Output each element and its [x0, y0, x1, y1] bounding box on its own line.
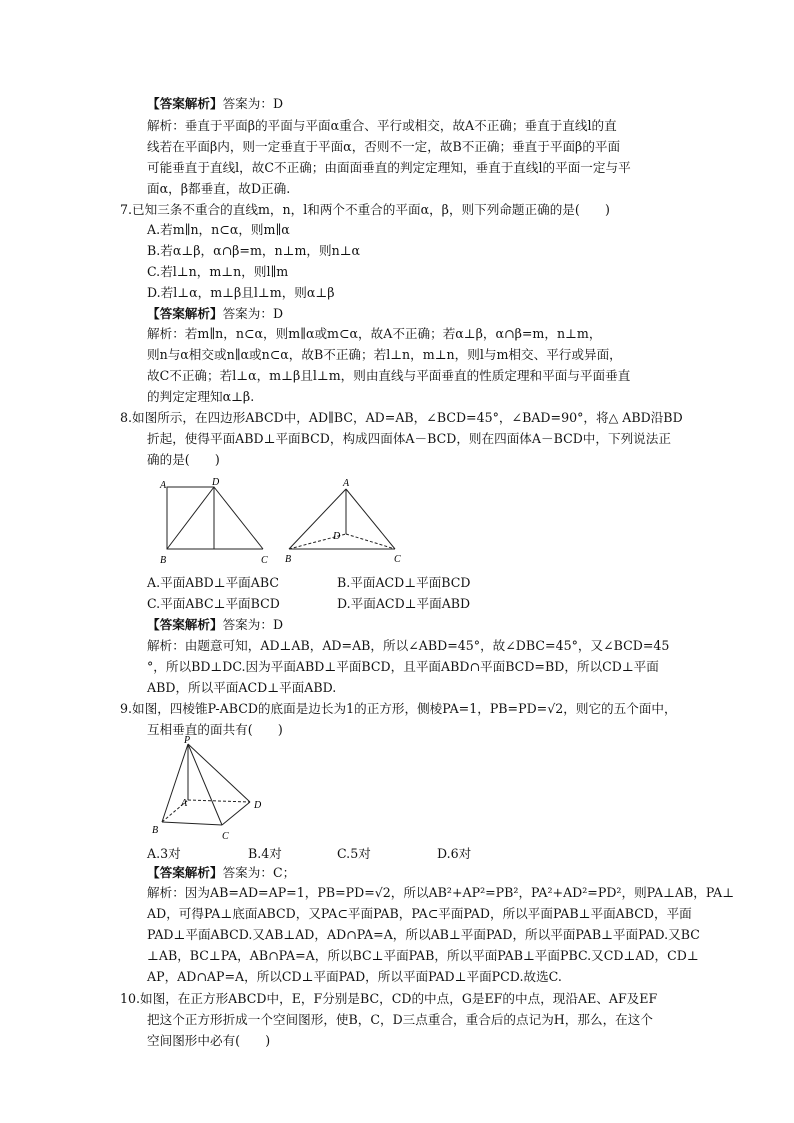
q10-stem: 空间图形中必有( ): [147, 1033, 271, 1048]
diagonal-bd: [167, 487, 214, 549]
q9-option-c: C.5对: [337, 846, 371, 861]
q6-analysis-line: 可能垂直于直线l，故C不正确；由面面垂直的判定定理知，垂直于直线l的平面一定与平: [147, 160, 631, 175]
q8-stem: 确的是( ): [147, 452, 220, 467]
answer-tag: 【答案解析】: [147, 306, 223, 321]
label-a: A: [181, 798, 188, 809]
label-b: B: [152, 825, 159, 836]
q9-analysis-line: ⊥AB，BC⊥PA，AB∩PA=A，所以BC⊥平面PAB，所以平面PAB⊥平面PBC.又CD⊥AD，CD⊥: [147, 948, 699, 963]
answer-text: 答案为：D: [222, 617, 284, 632]
q9-answer-line: [147, 864, 295, 882]
q8-analysis-line: ABD，所以平面ACD⊥平面ABD.: [147, 680, 337, 695]
q9-option-a: A.3对: [147, 846, 181, 861]
edge-pc: [188, 744, 222, 825]
label-d: D: [212, 477, 220, 488]
q6-analysis-line: 面α，β都垂直，故D正确.: [147, 181, 291, 196]
q7-option-c: C.若l⊥n，m⊥n，则l∥m: [147, 264, 289, 279]
label-b: B: [160, 555, 167, 566]
q9-figure-pyramid: [150, 734, 275, 844]
edge-cd: [222, 802, 250, 825]
edge-bc: [162, 822, 222, 825]
answer-tag: 【答案解析】: [147, 96, 223, 111]
label-p: P: [184, 735, 191, 746]
q7-stem: 7.已知三条不重合的直线m，n，l和两个不重合的平面α，β，则下列命题正确的是( ): [120, 202, 610, 217]
q9-stem: 互相垂直的面共有( ): [147, 722, 283, 737]
edge-pd: [188, 744, 250, 802]
answer-text: 答案为：D: [222, 306, 284, 321]
q8-option-a: A.平面ABD⊥平面ABC: [147, 575, 279, 590]
edge-dc: [214, 487, 263, 549]
q8-analysis-line: °，所以BD⊥DC.因为平面ABD⊥平面BCD，且平面ABD∩平面BCD=BD，所以CD⊥平面: [147, 659, 659, 674]
q9-analysis-line: AP，AD∩AP=A，所以CD⊥平面PAD，所以平面PAD⊥平面PCD.故选C.: [147, 969, 562, 984]
label-d: D: [333, 531, 341, 542]
q7-option-d: D.若l⊥α，m⊥β且l⊥m，则α⊥β: [147, 285, 335, 300]
label-a: A: [343, 478, 350, 489]
q9-option-b: B.4对: [248, 846, 282, 861]
q8-analysis-line: 解析：由题意可知，AD⊥AB，AD=AB，所以∠ABD=45°，故∠DBC=45°，又∠BCD=45: [147, 638, 670, 653]
q8-figure-tetrahedron: [283, 474, 413, 568]
q6-analysis-line: 线若在平面β内，则一定垂直于平面α，否则不一定，故B不正确；垂直于平面β的平面: [147, 139, 621, 154]
edge-ad-hidden: [188, 800, 250, 802]
q6-analysis-line: 解析：垂直于平面β的平面与平面α重合、平行或相交，故A不正确；垂直于直线l的直: [147, 118, 617, 133]
label-c: C: [261, 555, 268, 566]
q8-option-c: C.平面ABC⊥平面BCD: [147, 596, 280, 611]
q9-stem: 9.如图，四棱锥P-ABCD的底面是边长为1的正方形，侧棱PA=1，PB=PD=√2，则它的五个面中，: [120, 701, 677, 716]
edge-pb: [162, 744, 188, 822]
q8-figure-quadrilateral: [155, 476, 285, 568]
q7-analysis-line: 的判定定理知α⊥β.: [147, 389, 255, 404]
q8-option-d: D.平面ACD⊥平面ABD: [337, 596, 471, 611]
q6-answer-line: [147, 95, 283, 113]
edge-ac: [346, 489, 395, 549]
q7-analysis-line: 解析：若m∥n，n⊂α，则m∥α或m⊂α，故A不正确；若α⊥β，α∩β=m，n⊥m，: [147, 326, 602, 341]
q7-option-a: A.若m∥n，n⊂α，则m∥α: [147, 222, 290, 237]
label-c: C: [222, 831, 229, 842]
q7-analysis-line: 则n与α相交或n∥α或n⊂α，故B不正确；若l⊥n，m⊥n，则l与m相交、平行或异面，: [147, 347, 622, 362]
q7-answer-line: [147, 305, 283, 323]
answer-tag: 【答案解析】: [147, 617, 223, 632]
q9-analysis-line: 解析：因为AB=AD=AP=1，PB=PD=√2，所以AB²+AP²=PB²，PA²+AD²=PD²，则PA⊥AB，PA⊥: [147, 885, 735, 900]
q9-analysis-line: PAD⊥平面ABCD.又AB⊥AD，AD∩PA=A，所以AB⊥平面PAD，所以平面PAB⊥平面PAD.又BC: [147, 927, 700, 942]
q8-stem: 8.如图所示，在四边形ABCD中，AD∥BC，AD=AB，∠BCD=45°，∠BAD=90°，将△ ABD沿BD: [120, 410, 683, 425]
q10-stem: 把这个正方形折成一个空间图形，使B，C，D三点重合，重合后的点记为H，那么，在这个: [147, 1012, 653, 1027]
q7-analysis-line: 故C不正确；若l⊥α，m⊥β且l⊥m，则由直线与平面垂直的性质定理和平面与平面垂直: [147, 368, 631, 383]
edge-dc-hidden: [346, 534, 395, 549]
label-b: B: [285, 554, 292, 565]
q10-stem: 10.如图，在正方形ABCD中，E，F分别是BC，CD的中点，G是EF的中点，现沿AE、AF及EF: [120, 991, 658, 1006]
q8-stem: 折起，使得平面ABD⊥平面BCD，构成四面体A－BCD，则在四面体A－BCD中，下列说法正: [147, 431, 671, 446]
q9-analysis-line: AD，可得PA⊥底面ABCD，又PA⊂平面PAB，PA⊂平面PAD，所以平面PAB⊥平面ABCD，平面: [147, 906, 692, 921]
answer-tag: 【答案解析】: [147, 865, 223, 880]
answer-text: 答案为：C；: [222, 865, 296, 880]
answer-text: 答案为：D: [222, 96, 284, 111]
q8-answer-line: [147, 616, 283, 634]
q9-option-d: D.6对: [437, 846, 472, 861]
label-c: C: [394, 554, 401, 565]
label-a: A: [160, 480, 167, 491]
label-d: D: [254, 800, 262, 811]
q8-option-b: B.平面ACD⊥平面BCD: [337, 575, 471, 590]
q7-option-b: B.若α⊥β，α∩β=m，n⊥m，则n⊥α: [147, 243, 361, 258]
